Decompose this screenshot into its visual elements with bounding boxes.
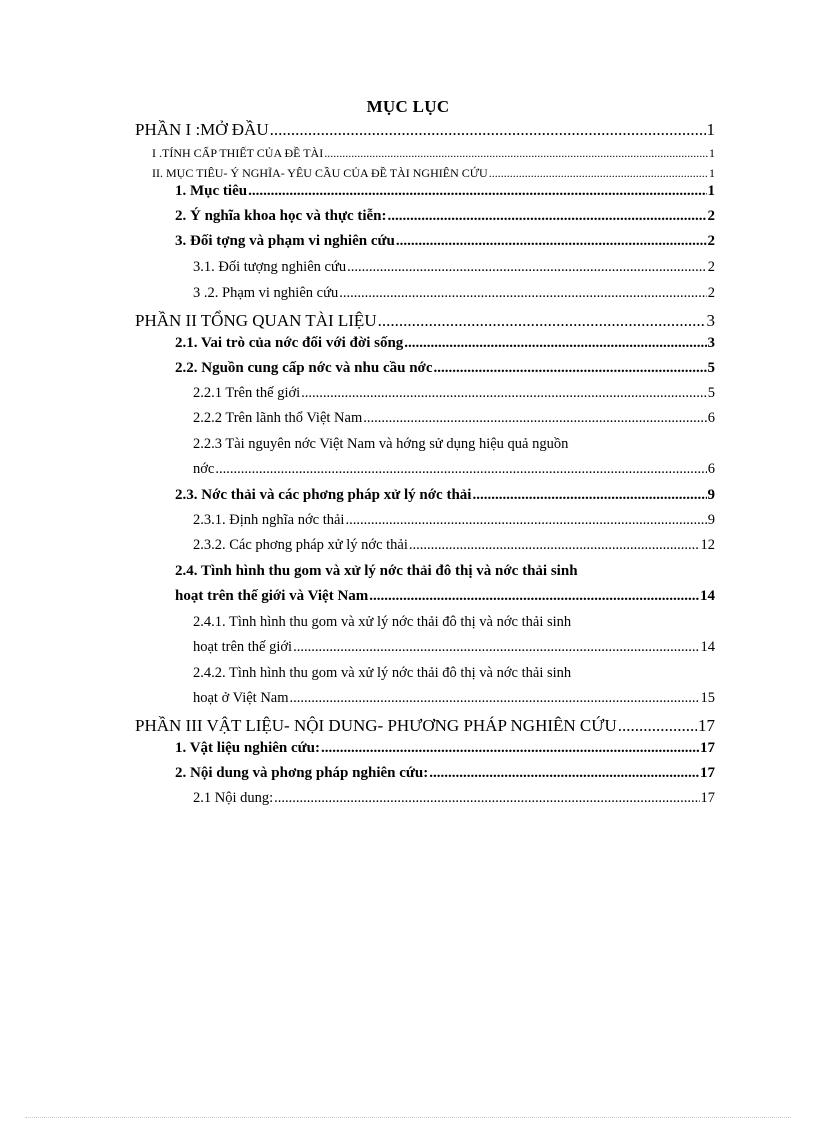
toc-entry-1-muc-tieu[interactable] [175,183,715,200]
toc-entry-text: 2.2.2 Trên lãnh thổ Việt Nam [193,410,363,426]
toc-page-number: 17 [700,765,715,781]
toc-entry-part-1[interactable] [135,120,715,140]
toc-entry-2-4[interactable] [175,588,715,605]
toc-entry-text: 2. Nội dung và phơng pháp nghiên cứu: [175,765,429,781]
toc-page-number: 2 [707,208,715,224]
toc-entry-text: 2.3.2. Các phơng pháp xử lý nớc thải [193,537,408,553]
leader-dots [378,311,706,331]
toc-entry-2-2[interactable] [175,360,715,377]
toc-entry-2-4-1[interactable] [193,639,715,656]
leader-dots [618,716,697,736]
toc-entry-3-1[interactable] [193,259,715,276]
toc-entry-text: hoạt ở Việt Nam [193,690,289,706]
toc-entry-text: 1. Vật liệu nghiên cứu: [175,740,320,756]
toc-page-number: 2 [707,233,715,249]
toc-page-number: 1 [709,166,715,180]
toc-entry-text: 3. Đối tợng và phạm vi nghiên cứu [175,233,395,249]
toc-entry-iii-2-1[interactable] [193,790,715,807]
toc-entry-2-4-2[interactable] [193,690,715,707]
toc-title: MỤC LỤC [366,97,450,116]
toc-page-number: 6 [707,461,715,477]
toc-entry-text: 3.1. Đối tượng nghiên cứu [193,259,347,275]
toc-page-number: 3 [706,311,715,330]
toc-entry-part-2[interactable] [135,311,715,331]
toc-entry-2-3-2[interactable] [193,537,715,554]
toc-page-number: 1 [706,120,715,139]
toc-entry-text: 3 .2. Phạm vi nghiên cứu [193,285,339,301]
toc-page-number: 9 [707,512,715,528]
leader-dots [363,410,707,427]
toc-entry-text: 2. Ý nghĩa khoa học và thực tiễn: [175,208,387,224]
toc-entry-2-2-1[interactable] [193,385,715,402]
toc-entry-text: nớc [193,461,215,477]
leader-dots [388,208,707,225]
leader-dots [347,259,707,276]
toc-entry-text: 1. Mục tiêu [175,183,248,199]
page-bottom-divider [25,1117,791,1118]
toc-entry-2-2-2[interactable] [193,410,715,427]
toc-page-number: 17 [700,790,715,806]
toc-page-number: 1 [709,146,715,160]
toc-entry-text: 2.3. Nớc thải và các phơng pháp xử lý nớc thải [175,487,472,503]
toc-page-number: 1 [707,183,715,199]
leader-dots [472,487,706,504]
leader-dots [396,233,707,250]
toc-page-number: 12 [700,537,715,553]
toc-entry-text: PHẦN III VẬT LIỆU- NỘI DUNG- PHƯƠNG PHÁP NGHIÊN CỨU [135,716,617,735]
toc-entry-2-3-1[interactable] [193,512,715,529]
toc-entry-text: hoạt trên thế giới và Việt Nam [175,588,369,604]
leader-dots [339,285,707,302]
toc-entry-2-y-nghia[interactable] [175,208,715,225]
toc-page-number: 15 [700,690,715,706]
toc-entry-section-i[interactable] [152,146,715,161]
toc-entry-text: II. MỤC TIÊU- Ý NGHĨA- YÊU CẦU CỦA ĐỀ TÀI NGHIÊN CỨU [152,166,488,180]
toc-entry-3-doi-tuong[interactable] [175,233,715,250]
toc-entry-2-2-3[interactable] [193,461,715,478]
toc-page-number: 9 [707,487,715,503]
toc-entry-text: 2.1. Vai trò của nớc đối với đời sống [175,335,404,351]
toc-entry-text: PHẦN II TỔNG QUAN TÀI LIỆU [135,311,377,330]
leader-dots [248,183,706,200]
toc-page-number: 2 [707,285,715,301]
leader-dots [429,765,699,782]
toc-page-number: 17 [700,740,715,756]
leader-dots [345,512,706,529]
toc-page-number: 3 [707,335,715,351]
toc-entry-iii-2[interactable] [175,765,715,782]
leader-dots [404,335,706,352]
leader-dots [301,385,707,402]
toc-page-number: 6 [707,410,715,426]
toc-entry-text: 2.1 Nội dung: [193,790,274,806]
leader-dots [293,639,699,656]
toc-entry-text: 2.2. Nguồn cung cấp nớc và nhu cầu nớc [175,360,433,376]
leader-dots [290,690,700,707]
toc-entry-part-3[interactable] [135,716,715,736]
toc-entry-2-4-2-line1: 2.4.2. Tình hình thu gom và xử lý nớc thải đô thị và nớc thải sinh [193,665,572,681]
toc-page-number: 17 [698,716,715,735]
toc-entry-section-ii[interactable] [152,166,715,181]
toc-entry-2-4-line1: 2.4. Tình hình thu gom và xử lý nớc thải đô thị và nớc thải sinh [175,563,578,579]
toc-page-number: 14 [700,588,715,604]
toc-entry-2-3[interactable] [175,487,715,504]
toc-entry-2-2-3-line1: 2.2.3 Tài nguyên nớc Việt Nam và hớng sử dụng hiệu quả nguồn [193,436,569,452]
toc-entry-2-1[interactable] [175,335,715,352]
toc-entry-text: PHẦN I :MỞ ĐẦU [135,120,269,139]
leader-dots [489,166,708,181]
toc-entry-iii-1[interactable] [175,740,715,757]
toc-entry-text: 2.3.1. Định nghĩa nớc thải [193,512,345,528]
leader-dots [274,790,699,807]
toc-entry-text: 2.2.1 Trên thế giới [193,385,301,401]
toc-entry-3-2[interactable] [193,285,715,302]
leader-dots [369,588,699,605]
leader-dots [270,120,706,140]
leader-dots [324,146,708,161]
leader-dots [409,537,700,554]
toc-entry-text: hoạt trên thế giới [193,639,293,655]
leader-dots [215,461,706,478]
toc-page-number: 5 [707,360,715,376]
toc-page-number: 2 [707,259,715,275]
toc-page-number: 5 [707,385,715,401]
leader-dots [434,360,707,377]
toc-page-number: 14 [700,639,715,655]
toc-entry-2-4-1-line1: 2.4.1. Tình hình thu gom và xử lý nớc thải đô thị và nớc thải sinh [193,614,572,630]
leader-dots [321,740,699,757]
toc-entry-text: I .TÍNH CẤP THIẾT CỦA ĐỀ TÀI [152,146,324,160]
